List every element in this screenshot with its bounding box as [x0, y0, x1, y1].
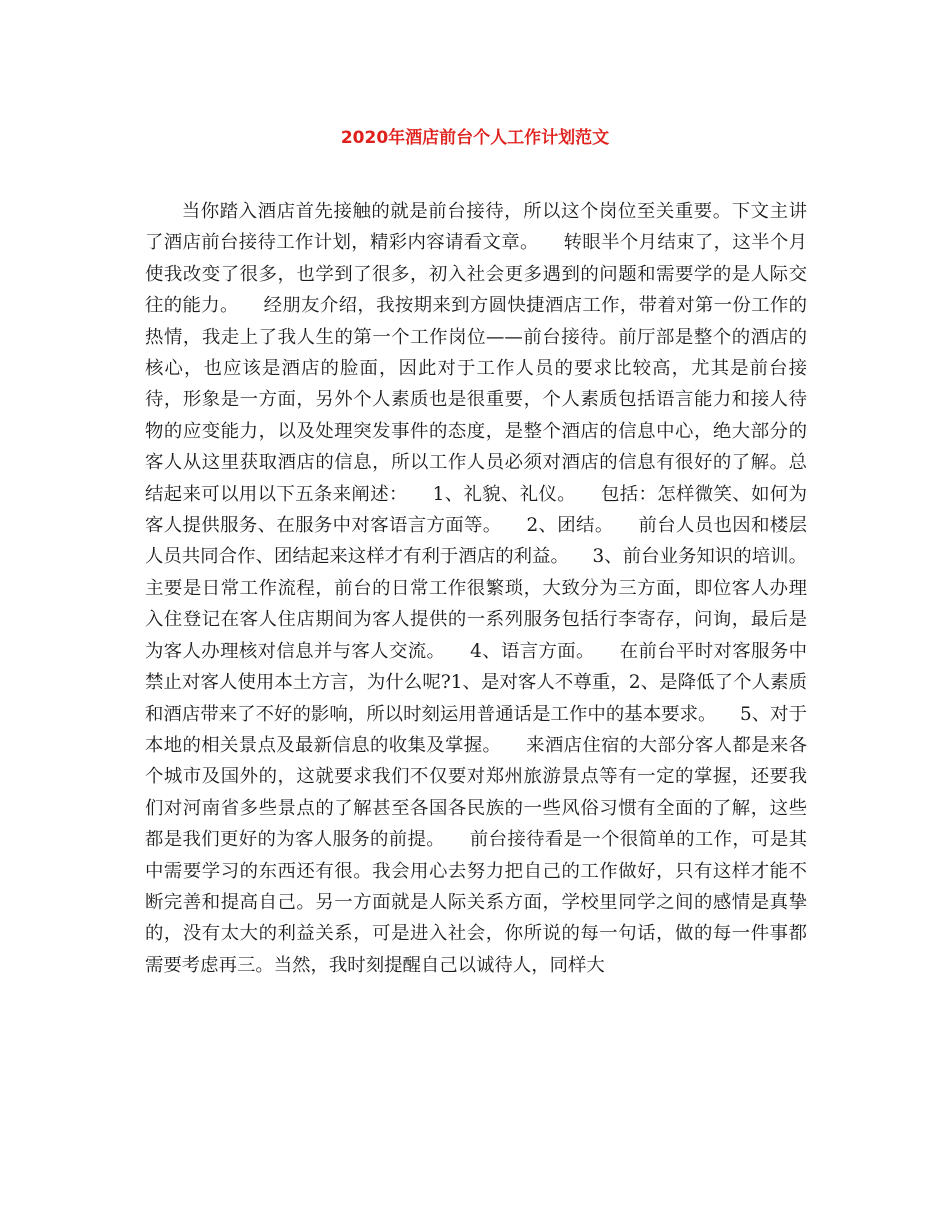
document-body-paragraph: 当你踏入酒店首先接触的就是前台接待，所以这个岗位至关重要。下文主讲了酒店前台接待工作计划，精彩内容请看文章。 转眼半个月结束了，这半个月使我改变了很多，也学到了很多，初入社会更多遇到的问题和需要学的是人际交往的能力。 经朋友介绍，我按期来到方圆快捷酒店工作，带着对第一份工作的热情，我走上了我人生的第一个工作岗位——前台接待。前厅部是整个的酒店的核心，也应该是酒店的脸面，因此对于工作人员的要求比较高，尤其是前台接待，形象是一方面，另外个人素质也是很重要，个人素质包括语言能力和接人待物的应变能力，以及处理突发事件的态度，是整个酒店的信息中心，绝大部分的客人从这里获取酒店的信息，所以工作人员必须对酒店的信息有很好的了解。总结起来可以用以下五条来阐述： 1、礼貌、礼仪。 包括：怎样微笑、如何为客人提供服务、在服务中对客语言方面等。 2、团结。 前台人员也因和楼层人员共同合作、团结起来这样才有利于酒店的利益。 3、前台业务知识的培训。 主要是日常工作流程，前台的日常工作很繁琐，大致分为三方面，即位客人办理入住登记在客人住店期间为客人提供的一系列服务包括行李寄存，问询，最后是为客人办理核对信息并与客人交流。 4、语言方面。 在前台平时对客服务中禁止对客人使用本土方言，为什么呢?1、是对客人不尊重，2、是降低了个人素质和酒店带来了不好的影响，所以时刻运用普通话是工作中的基本要求。 5、对于本地的相关景点及最新信息的收集及掌握。 来酒店住宿的大部分客人都是来各个城市及国外的，这就要求我们不仅要对郑州旅游景点等有一定的掌握，还要我们对河南省多些景点的了解甚至各国各民族的一些风俗习惯有全面的了解，这些都是我们更好的为客人服务的前提。 前台接待看是一个很简单的工作，可是其中需要学习的东西还有很。我会用心去努力把自己的工作做好，只有这样才能不断完善和提高自己。另一方面就是人际关系方面，学校里同学之间的感情是真挚的，没有太大的利益关系，可是进入社会，你所说的每一句话，做的每一件事都需要考虑再三。当然，我时刻提醒自己以诚待人，同样大 [145, 201, 831, 976]
document-title: 2020年酒店前台个人工作计划范文 [340, 128, 610, 148]
